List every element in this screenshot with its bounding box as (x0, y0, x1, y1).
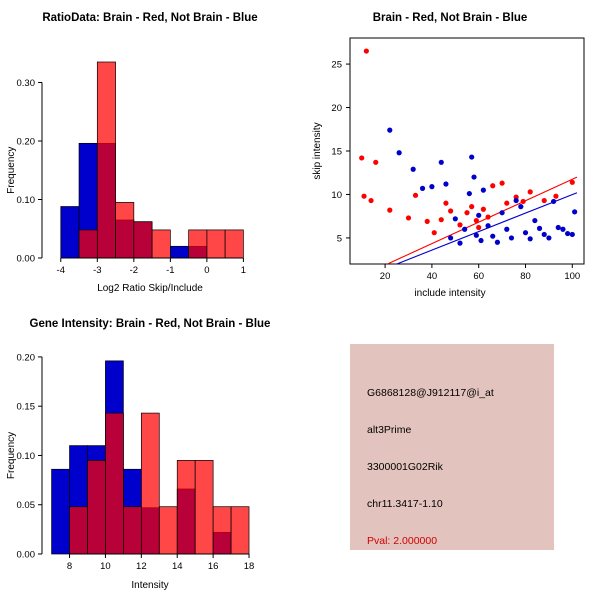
histogram-bar (70, 507, 88, 554)
histogram-bar (134, 222, 152, 258)
y-tick-label: 0.30 (16, 77, 35, 89)
x-tick-label: 1 (240, 265, 247, 276)
scatter-point (551, 199, 556, 204)
regression-line (397, 193, 577, 264)
x-tick-label: -1 (166, 265, 175, 276)
scatter-point (514, 198, 519, 203)
histogram-bar (141, 413, 159, 554)
gene-intensity-histogram-panel (0, 300, 300, 600)
y-tick-label: 0.10 (16, 194, 35, 206)
histogram-bar (213, 507, 231, 554)
scatter-point (504, 201, 509, 206)
y-tick-label: 20 (331, 102, 342, 114)
scatter-point (570, 232, 575, 237)
y-tick-label: 15 (331, 146, 342, 158)
scatter-point (476, 213, 481, 218)
y-tick-label: 0.20 (16, 136, 35, 148)
scatter-point (429, 184, 434, 189)
y-tick-label: 5 (336, 233, 342, 245)
scatter-point (425, 219, 430, 224)
scatter-point (542, 232, 547, 237)
scatter-point (490, 234, 495, 239)
scatter-point (485, 214, 490, 219)
histogram-bar (177, 460, 195, 554)
scatter-point (448, 208, 453, 213)
probe-id-text: G6868128@J912117@i_at (367, 387, 494, 399)
scatter-point (478, 238, 483, 243)
histogram-bar (170, 246, 188, 258)
scatter-point (464, 210, 469, 215)
histogram-bar (123, 507, 141, 554)
histogram-bar (97, 62, 115, 258)
y-tick-label: 10 (331, 189, 342, 201)
scatter-point (443, 201, 448, 206)
x-tick-label: 12 (136, 561, 147, 572)
intensity-scatter-panel (300, 0, 600, 300)
scatter-point (485, 223, 490, 228)
scatter-point (387, 128, 392, 133)
scatter-point (504, 227, 509, 232)
x-tick-label: 10 (100, 561, 111, 572)
scatter-point (532, 218, 537, 223)
scatter-point (556, 225, 561, 230)
scatter-point (373, 160, 378, 165)
scatter-point (572, 209, 577, 214)
scatter-point (364, 48, 369, 53)
scatter-point (570, 180, 575, 185)
intensity-scatter-title: Brain - Red, Not Brain - Blue (372, 12, 528, 24)
scatter-point (500, 210, 505, 215)
scatter-point (481, 207, 486, 212)
histogram-bar (231, 507, 249, 554)
y-tick-label: 0.20 (16, 352, 35, 364)
y-tick-label: 0.05 (16, 500, 35, 512)
x-tick-label: -2 (129, 265, 139, 276)
scatter-point (387, 208, 392, 213)
histogram-bar (152, 230, 170, 258)
probe-info-panel (350, 344, 554, 550)
gene-intensity-title: Gene Intensity: Brain - Red, Not Brain - Blue (29, 318, 271, 330)
histogram-bar (79, 230, 97, 258)
histogram-bar (116, 202, 134, 258)
x-tick-label: 100 (564, 271, 581, 282)
x-tick-label: 8 (66, 561, 73, 572)
scatter-point (411, 167, 416, 172)
scatter-point (439, 160, 444, 165)
scatter-point (471, 174, 476, 179)
y-tick-label: 0.15 (16, 401, 35, 413)
scatter-point (495, 240, 500, 245)
scatter-point (542, 198, 547, 203)
scatter-point (432, 230, 437, 235)
scatter-point (469, 204, 474, 209)
scatter-point (474, 233, 479, 238)
x-tick-label: 60 (473, 271, 484, 282)
histogram-bar (105, 413, 123, 554)
histogram-bar (225, 230, 243, 258)
scatter-point (553, 194, 558, 199)
intensity-scatter-xlabel: include intensity (414, 288, 486, 299)
ratio-histogram-title: RatioData: Brain - Red, Not Brain - Blue (42, 12, 258, 24)
histogram-bar (61, 207, 79, 258)
scatter-point (457, 222, 462, 227)
histogram-bar (159, 507, 177, 554)
histogram-bar (87, 460, 105, 554)
histogram-bar (52, 469, 70, 554)
scatter-point (560, 227, 565, 232)
y-tick-label: 0.00 (16, 549, 35, 561)
scatter-point (500, 181, 505, 186)
scatter-point (474, 218, 479, 223)
scatter-point (490, 183, 495, 188)
scatter-point (528, 189, 533, 194)
ratio-histogram-xlabel: Log2 Ratio Skip/Include (97, 283, 203, 294)
event-type-text: alt3Prime (367, 424, 412, 436)
x-tick-label: 18 (243, 561, 255, 572)
scatter-point (518, 204, 523, 209)
scatter-point (368, 198, 373, 203)
scatter-point (523, 230, 528, 235)
x-tick-label: 0 (204, 265, 210, 276)
histogram-bar (195, 460, 213, 554)
y-axis-label: Frequency (6, 146, 17, 194)
scatter-point (528, 236, 533, 241)
scatter-point (469, 154, 474, 159)
ratio-histogram-panel (0, 0, 300, 300)
x-tick-label: -4 (56, 265, 66, 276)
scatter-point (448, 235, 453, 240)
scatter-point (361, 194, 366, 199)
scatter-point (406, 215, 411, 220)
histogram-bar (207, 230, 225, 258)
scatter-point (546, 235, 551, 240)
scatter-point (443, 181, 448, 186)
x-tick-label: 16 (207, 561, 219, 572)
scatter-point (462, 227, 467, 232)
y-tick-label: 0.00 (16, 253, 35, 265)
y-axis-label: Frequency (6, 431, 17, 480)
scatter-point (397, 150, 402, 155)
x-tick-label: 80 (520, 271, 531, 282)
scatter-point (476, 225, 481, 230)
scatter-point (537, 226, 542, 231)
x-tick-label: 20 (379, 271, 391, 282)
pval-text: Pval: 2.000000 (367, 535, 438, 547)
scatter-point (481, 188, 486, 193)
y-tick-label: 0.10 (16, 450, 35, 462)
scatter-point (521, 199, 526, 204)
scatter-point (467, 191, 472, 196)
scatter-point (359, 155, 364, 160)
gene-symbol-text: 3300001G02Rik (367, 461, 443, 473)
y-tick-label: 25 (331, 59, 342, 71)
gene-intensity-xlabel: Intensity (131, 580, 169, 591)
scatter-point (565, 231, 570, 236)
scatter-point (413, 193, 418, 198)
x-tick-label: 40 (426, 271, 438, 282)
locus-text: chr11.3417-1.10 (367, 498, 443, 510)
x-tick-label: -3 (93, 265, 102, 276)
x-tick-label: 14 (171, 561, 183, 572)
scatter-point (439, 217, 444, 222)
scatter-point (420, 186, 425, 191)
scatter-point (457, 241, 462, 246)
scatter-point (509, 235, 514, 240)
y-axis-label: skip intensity (312, 122, 323, 180)
histogram-bar (189, 230, 207, 258)
scatter-point (453, 216, 458, 221)
